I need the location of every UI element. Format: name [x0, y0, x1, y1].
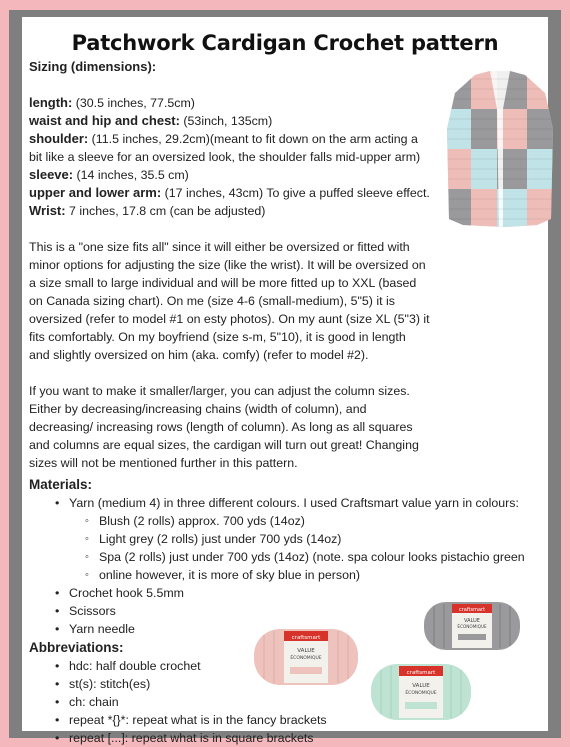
sizing-heading: Sizing (dimensions):: [29, 59, 157, 74]
page-title: Patchwork Cardigan Crochet pattern: [71, 31, 499, 55]
yarn-spa-image: [369, 662, 473, 722]
list-item-cont: ◦ online however, it is more of sky blue in person): [99, 566, 541, 584]
list-item: • Scissors: [69, 602, 541, 620]
svg-text:ÉCONOMIQUE: ÉCONOMIQUE: [405, 691, 437, 696]
yarn-grey-image: [422, 600, 522, 652]
list-item: • Crochet hook 5.5mm: [69, 584, 541, 602]
svg-text:ÉCONOMIQUE: ÉCONOMIQUE: [290, 656, 322, 661]
svg-text:craftsmart: craftsmart: [458, 607, 486, 613]
list-item: ◦ Light grey (2 rolls) just under 700 yds (14oz): [99, 530, 541, 548]
list-item: • ch: chain: [69, 693, 541, 711]
materials-heading: Materials:: [29, 477, 93, 492]
svg-text:craftsmart: craftsmart: [291, 635, 321, 641]
list-item: • hdc: half double crochet: [69, 657, 541, 675]
svg-text:craftsmart: craftsmart: [406, 670, 436, 676]
adjust-paragraph: If you want to make it smaller/larger, you can adjust the column sizes. Either by decreasing/increasing chains (width of column), and decreasing/ increasing rows (length of column). As long as all squares and columns are equal sizes, the cardigan will turn out great! Changing sizes will not be mentioned further in this pattern.: [29, 384, 419, 470]
list-item: • Yarn needle: [69, 620, 541, 638]
document-page: [22, 17, 548, 745]
list-item: • Yarn (medium 4) in three different colours. I used Craftsmart value yarn in colours: ◦ Blush (2 rolls) approx. 700 yds (14oz) ◦ Light grey (2 rolls) just under 700 yds (14oz) ◦ Spa (2 rolls) just under 700 yds (14oz) (note. spa colour looks pistachio green ◦ online however, it is more of sky blue in person): [69, 494, 541, 584]
abbreviations-heading: Abbreviations:: [29, 640, 124, 655]
sizing-shoulder: shoulder: (11.5 inches, 29.2cm)(meant to fit down on the arm acting a: [29, 131, 418, 146]
sizing-arm: upper and lower arm: (17 inches, 43cm) To give a puffed sleeve effect.: [29, 185, 430, 200]
sizing-waist: waist and hip and chest: (53inch, 135cm): [29, 113, 273, 128]
sizing-shoulder-cont: bit like a sleeve for an oversized look, the shoulder falls mid-upper arm): [29, 150, 421, 164]
sizing-wrist: Wrist: 7 inches, 17.8 cm (can be adjusted): [29, 203, 266, 218]
yarn-blush-image: [252, 627, 360, 687]
list-item: ◦ Spa (2 rolls) just under 700 yds (14oz) (note. spa colour looks pistachio green: [99, 548, 541, 566]
svg-text:ÉCONOMIQUE: ÉCONOMIQUE: [457, 624, 487, 629]
svg-text:VALUE: VALUE: [412, 683, 430, 689]
list-item: • repeat *{}*: repeat what is in the fancy brackets: [69, 711, 541, 729]
list-item: ◦ Blush (2 rolls) approx. 700 yds (14oz): [99, 512, 541, 530]
svg-text:VALUE: VALUE: [297, 648, 315, 654]
svg-text:VALUE: VALUE: [464, 618, 480, 624]
sizing-length: length: (30.5 inches, 77.5cm): [29, 95, 195, 110]
yarn-colours-list: [69, 512, 541, 584]
list-item: • st(s): stitch(es): [69, 675, 541, 693]
list-item: • repeat [...]: repeat what is in square brackets: [69, 729, 541, 747]
fit-paragraph: This is a "one size fits all" since it will either be oversized or fitted with minor options for adjusting the size (like the wrist). It will be oversized on a size small to large individual and will be more fitted up to XXL (based on Canada sizing chart). On me (size 4-6 (small-medium), 5"5) it is oversized (refer to model #1 on esty photos). On my aunt (size XL (5"3) it fits comfortably. On my boyfriend (size s-m, 5"10), it is good in length and slightly oversized on him (aka. comfy) (refer to model #2).: [29, 240, 430, 362]
sizing-sleeve: sleeve: (14 inches, 35.5 cm): [29, 167, 189, 182]
